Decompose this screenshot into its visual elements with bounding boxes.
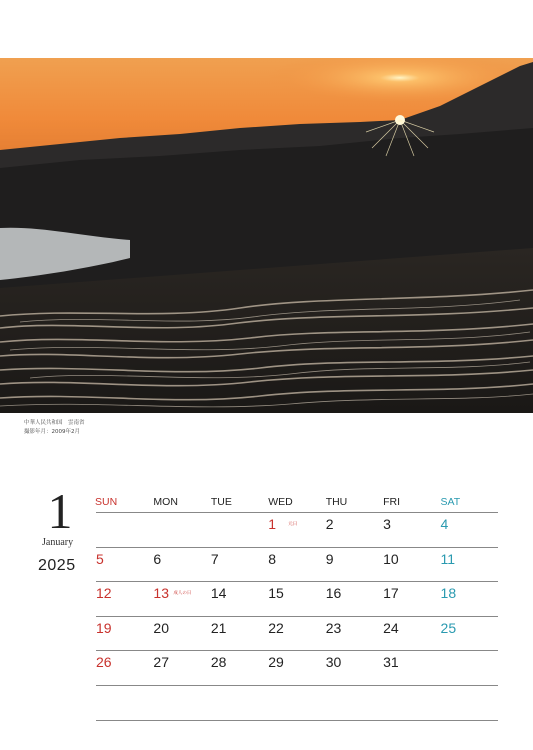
- day-number: 22: [268, 619, 284, 636]
- day-cell: [96, 651, 153, 685]
- day-cell: [441, 582, 498, 616]
- day-cell: [153, 617, 210, 651]
- day-cell: [268, 548, 325, 582]
- weekday-sat: SAT: [440, 496, 461, 508]
- day-number: 30: [325, 654, 342, 671]
- day-number: 18: [440, 585, 457, 602]
- day-cell: [441, 548, 498, 582]
- day-cell: [326, 651, 383, 685]
- day-cell: [153, 686, 210, 720]
- day-cell: [211, 513, 268, 547]
- day-number: 15: [268, 585, 284, 602]
- day-cell: [268, 686, 325, 720]
- day-cell: [268, 582, 325, 616]
- day-number: 7: [210, 550, 219, 567]
- day-number: 13: [153, 585, 169, 602]
- day-cell: [383, 651, 440, 685]
- week-row: [96, 617, 498, 652]
- day-number: 14: [210, 585, 227, 602]
- day-cell: [268, 513, 325, 547]
- day-cell: [268, 617, 325, 651]
- weekday-wed: WED: [268, 496, 293, 508]
- day-number: 4: [440, 516, 449, 532]
- weekday-tue: TUE: [210, 496, 232, 508]
- day-cell: [96, 548, 153, 582]
- day-cell: [441, 651, 498, 685]
- day-cell: [383, 513, 440, 547]
- day-cell: [383, 617, 440, 651]
- day-cell: [326, 548, 383, 582]
- day-cell: [441, 513, 498, 547]
- week-row: [96, 582, 498, 617]
- photo-date: 撮影年月：2009年2月: [24, 429, 80, 435]
- day-cell: [96, 582, 153, 616]
- photo-location: 中華人民共和国 雲南省: [24, 420, 85, 426]
- year: 2025: [38, 557, 76, 574]
- day-cell: [326, 582, 383, 616]
- day-number: 5: [96, 550, 104, 567]
- day-cell: [383, 548, 440, 582]
- day-cell: [211, 548, 268, 582]
- day-number: 1: [268, 516, 277, 532]
- day-number: 12: [96, 585, 112, 602]
- day-cell: [211, 651, 268, 685]
- day-number: 17: [383, 585, 399, 602]
- weekday-fri: FRI: [383, 496, 401, 508]
- day-cell: [441, 686, 498, 720]
- day-cell: [96, 617, 153, 651]
- week-row: [96, 651, 498, 686]
- photo-caption: [24, 419, 85, 437]
- holiday-label: 成人の日: [173, 591, 192, 597]
- day-number: 31: [383, 654, 399, 671]
- day-cell: [211, 686, 268, 720]
- day-number: 6: [153, 550, 162, 567]
- day-number: 11: [440, 550, 456, 567]
- day-number: 21: [210, 619, 227, 636]
- day-number: 23: [325, 619, 342, 636]
- day-number: 10: [383, 550, 399, 567]
- weekday-header: [96, 494, 498, 513]
- day-cell: [211, 582, 268, 616]
- day-cell: [211, 617, 268, 651]
- day-cell: [268, 651, 325, 685]
- day-number: 27: [153, 654, 169, 671]
- day-number: 2: [325, 516, 334, 532]
- day-number: 8: [268, 550, 277, 567]
- terraced-fields-sunset-photo: [0, 58, 533, 413]
- day-cell: [153, 548, 210, 582]
- day-number: 20: [153, 619, 169, 636]
- weekday-thu: THU: [325, 496, 348, 508]
- day-number: 29: [268, 654, 284, 671]
- day-cell: [96, 513, 153, 547]
- month-name: January: [42, 537, 74, 548]
- day-number: 25: [440, 619, 457, 636]
- day-number: 16: [325, 585, 342, 602]
- day-cell: [326, 513, 383, 547]
- weekday-mon: MON: [153, 496, 178, 508]
- day-cell: [153, 513, 210, 547]
- day-cell: [326, 686, 383, 720]
- day-number: 24: [383, 619, 399, 636]
- day-cell: [383, 686, 440, 720]
- day-cell: [153, 582, 210, 616]
- week-row: [96, 548, 498, 583]
- day-number: 28: [210, 654, 227, 671]
- week-row-empty: [96, 686, 498, 721]
- calendar-grid: [96, 494, 498, 721]
- day-number: 3: [383, 516, 391, 532]
- day-cell: [441, 617, 498, 651]
- week-row: [96, 513, 498, 548]
- day-number: 9: [325, 550, 334, 567]
- day-number: 26: [96, 654, 112, 671]
- day-cell: [96, 686, 153, 720]
- day-number: 19: [96, 619, 112, 636]
- day-cell: [326, 617, 383, 651]
- holiday-label: 元日: [288, 522, 298, 527]
- day-cell: [153, 651, 210, 685]
- weekday-sun: SUN: [95, 496, 118, 508]
- day-cell: [383, 582, 440, 616]
- month-number: 1: [47, 483, 73, 539]
